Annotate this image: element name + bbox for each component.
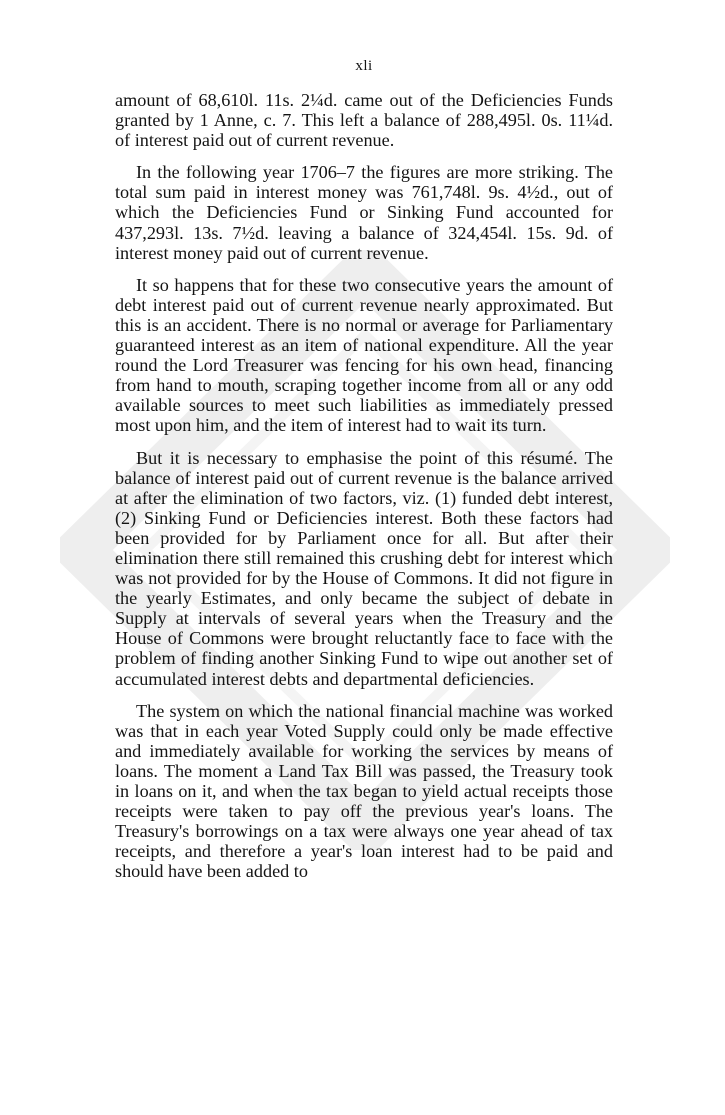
paragraph: The system on which the national financial machine was worked was that in each year Voted Supply could only be made effective and immediately available for working the services by means of loans. The moment a Land Tax Bill was passed, the Treasury took in loans on it, and when the tax began to yield actual receipts those receipts were taken to pay off the previous year's loans. The Treasury's borrowings on a tax were always one year ahead of tax receipts, and therefore a year's loan interest had to be paid and should have been added to (115, 700, 613, 882)
document-page (115, 56, 613, 893)
paragraph: But it is necessary to emphasise the point of this résumé. The balance of interest paid out of current revenue is the balance arrived at after the elimination of two factors, viz. (1) funded debt interest, (2) Sinking Fund or Deficiencies interest. Both these factors had been provided for by Parliament once for all. But after their elimination there still remained this crushing debt for interest which was not provided for by the House of Commons. It did not figure in the yearly Estimates, and only became the subject of debate in Supply at intervals of several years when the Treasury and the House of Commons were brought reluctantly face to face with the problem of finding another Sinking Fund to wipe out another set of accumulated interest debts and departmental deficiencies. (115, 447, 613, 689)
paragraph: It so happens that for these two consecutive years the amount of debt interest paid out of current revenue nearly approximated. But this is an accident. There is no normal or average for Parliamentary guaranteed interest as an item of national expenditure. All the year round the Lord Treasurer was fencing for his own head, financing from hand to mouth, scraping together income from all or any odd available sources to meet such liabilities as immediately pressed most upon him, and the item of interest had to wait its turn. (115, 274, 613, 436)
paragraph: In the following year 1706–7 the figures are more striking. The total sum paid in interest money was 761,748l. 9s. 4½d., out of which the Deficiencies Fund or Sinking Fund accounted for 437,293l. 13s. 7½d. leaving a balance of 324,454l. 15s. 9d. of interest money paid out of current revenue. (115, 162, 613, 263)
page-number: xli (355, 58, 373, 74)
paragraph: amount of 68,610l. 11s. 2¼d. came out of the Deficiencies Funds granted by 1 Anne, c. 7. This left a balance of 288,495l. 0s. 11¼d. of interest paid out of current revenue. (115, 90, 613, 151)
